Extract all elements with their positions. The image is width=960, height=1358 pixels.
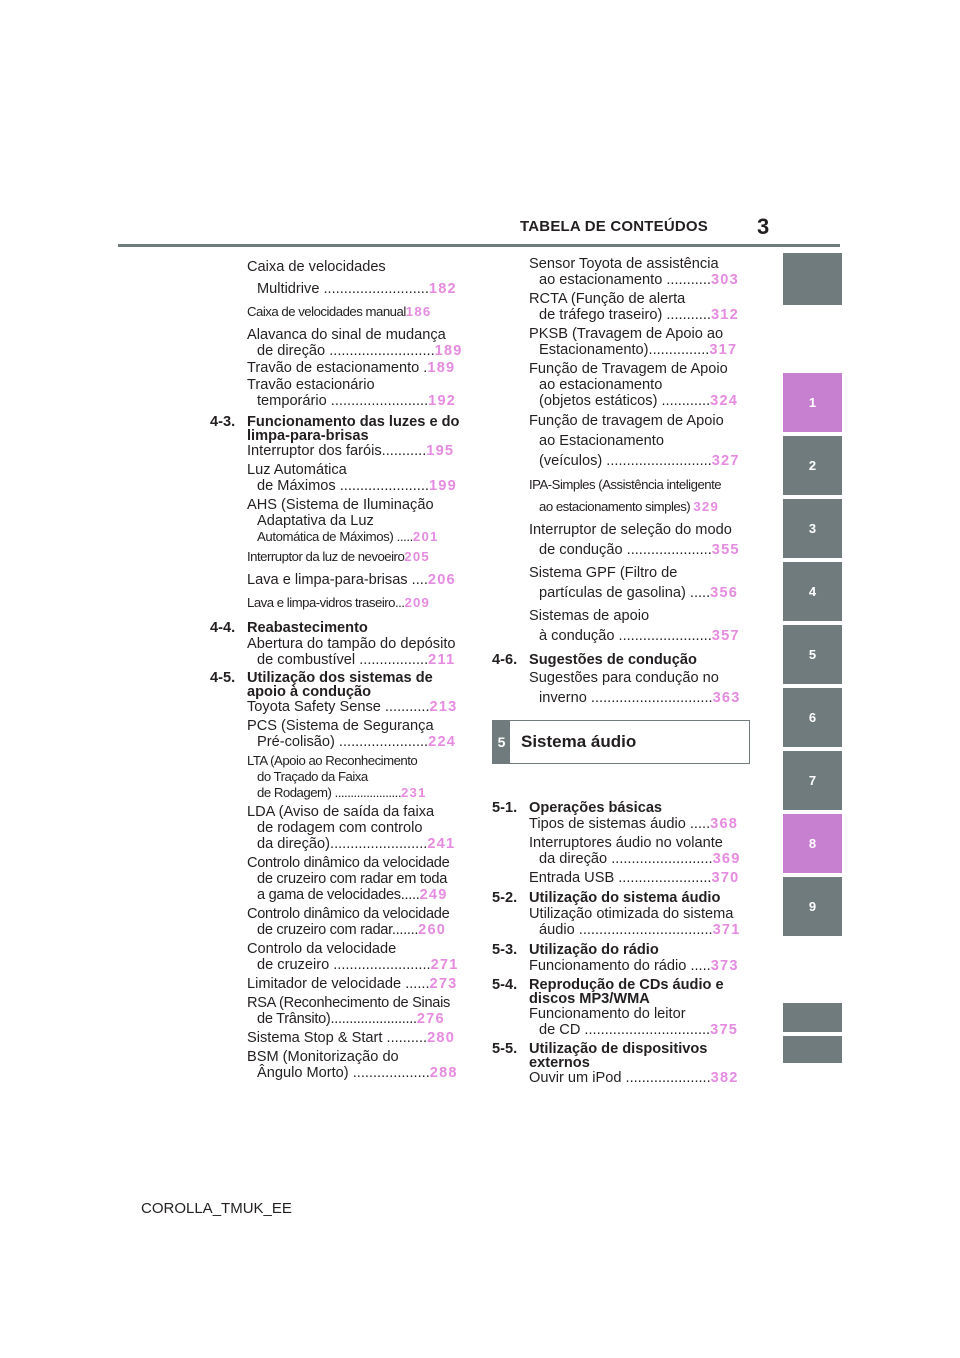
toc-entry[interactable]: Entrada USB .......................370 [529, 870, 740, 886]
footer-code: COROLLA_TMUK_EE [141, 1200, 292, 1217]
tab-2[interactable]: 2 [783, 436, 842, 495]
toc-entry[interactable]: Interruptores áudio no volante da direção .........................369 [529, 835, 741, 867]
section-heading: 5-1. Operações básicas [492, 800, 663, 816]
toc-entry[interactable]: Interruptor dos faróis...........195 [247, 443, 455, 459]
toc-entry[interactable]: Abertura do tampão do depósito de combustível .................211 [247, 636, 456, 668]
tab-8[interactable]: 8 [783, 814, 842, 873]
toc-entry[interactable]: LTA (Apoio ao Reconhecimento do Traçado da Faixa de Rodagem) .....................231 [247, 753, 427, 800]
toc-entry[interactable]: IPA-Simples (Assistência inteligente ao estacionamento simples) 329 [529, 477, 722, 514]
toc-entry[interactable]: Interruptor da luz de nevoeiro205 [247, 549, 430, 564]
header-title: TABELA DE CONTEÚDOS [520, 218, 708, 235]
toc-entry[interactable]: Controlo da velocidade de cruzeiro ........................271 [247, 941, 459, 973]
section-heading: 4-6. Sugestões de condução [492, 652, 697, 668]
toc-entry[interactable]: Sensor Toyota de assistência ao estacionamento ...........303 [529, 256, 739, 288]
toc-entry[interactable]: Lava e limpa-vidros traseiro...209 [247, 595, 431, 610]
toc-entry[interactable]: Luz Automática de Máximos ......................199 [247, 462, 457, 494]
chapter-heading-box[interactable] [492, 720, 750, 764]
section-heading: 5-5. Utilização de dispositivos externos [492, 1041, 708, 1071]
toc-entry[interactable]: PKSB (Travagem de Apoio ao Estacionamento)...............317 [529, 326, 738, 358]
tab-3[interactable]: 3 [783, 499, 842, 558]
toc-entry[interactable]: Controlo dinâmico da velocidade de cruzeiro com radar em toda a gama de velocidades.....249 [247, 855, 450, 903]
toc-entry[interactable]: Ouvir um iPod .....................382 [529, 1070, 739, 1086]
toc-left-column [210, 256, 466, 1082]
toc-entry[interactable]: Utilização otimizada do sistema áudio .................................371 [529, 906, 741, 938]
toc-entry[interactable]: Limitador de velocidade ......273 [247, 976, 458, 992]
tab-4[interactable]: 4 [783, 562, 842, 621]
chapter-number: 5 [493, 721, 510, 763]
toc-entry[interactable]: Interruptor de seleção do modo de condução .....................355 [529, 522, 740, 558]
section-heading: 5-3. Utilização do rádio [492, 942, 659, 958]
toc-entry[interactable]: LDA (Aviso de saída da faixa de rodagem com controlo da direção)........................241 [247, 804, 456, 852]
section-heading: 4-3. Funcionamento das luzes e do limpa-para-brisas [210, 414, 460, 444]
toc-entry[interactable]: Controlo dinâmico da velocidade de cruzeiro com radar.......260 [247, 906, 450, 938]
section-heading: 5-2. Utilização do sistema áudio [492, 890, 721, 906]
toc-entry[interactable]: RSA (Reconhecimento de Sinais de Trânsito).......................276 [247, 995, 451, 1027]
header-rule [118, 244, 840, 247]
toc-entry[interactable]: BSM (Monitorização do Ângulo Morto) ...................288 [247, 1049, 458, 1081]
toc-entry[interactable]: Função de travagem de Apoio ao Estacionamento (veículos) ..........................327 [529, 413, 740, 469]
chapter-title: Sistema áudio [521, 732, 637, 751]
section-heading: 4-4. Reabastecimento [210, 620, 368, 636]
toc-entry[interactable]: Toyota Safety Sense ...........213 [247, 699, 458, 715]
tab-blank-top[interactable] [783, 253, 842, 305]
toc-entry[interactable]: Funcionamento do rádio .....373 [529, 958, 739, 974]
page-number: 3 [757, 214, 770, 239]
toc-entry[interactable]: Alavanca do sinal de mudança de direção ..........................189 [247, 327, 463, 359]
tab-9[interactable]: 9 [783, 877, 842, 936]
toc-entry[interactable]: Caixa de velocidades manual186 [247, 304, 432, 319]
toc-entry[interactable]: Sistema GPF (Filtro de partículas de gasolina) .....356 [529, 565, 739, 601]
toc-entry[interactable]: Tipos de sistemas áudio .....368 [529, 816, 739, 832]
toc-right-column [492, 256, 750, 709]
tab-blank-bottom-2[interactable] [783, 1036, 842, 1063]
toc-entry[interactable]: PCS (Sistema de Segurança Pré-colisão) ......................224 [247, 718, 457, 750]
toc-entry[interactable]: Travão de estacionamento .189 [247, 360, 456, 376]
toc-entry[interactable]: RCTA (Função de alerta de tráfego traseiro) ...........312 [529, 291, 739, 323]
tab-6[interactable]: 6 [783, 688, 842, 747]
tab-1[interactable]: 1 [783, 373, 842, 432]
toc-entry[interactable]: Travão estacionário temporário ........................192 [247, 377, 457, 409]
section-heading: 4-5. Utilização dos sistemas de apoio à condução [210, 670, 433, 700]
toc-right-column-lower [492, 800, 750, 1087]
tab-blank-bottom-1[interactable] [783, 1003, 842, 1032]
toc-entry[interactable]: Sistemas de apoio à condução .......................357 [529, 608, 740, 644]
tab-7[interactable]: 7 [783, 751, 842, 810]
section-heading: 5-4. Reprodução de CDs áudio e discos MP3/WMA [492, 977, 724, 1007]
toc-entry[interactable]: Funcionamento do leitor de CD ...............................375 [529, 1006, 739, 1038]
toc-entry[interactable]: Lava e limpa-para-brisas ....206 [247, 572, 456, 588]
toc-entry[interactable]: AHS (Sistema de Iluminação Adaptativa da Luz Automática de Máximos) .....201 [247, 497, 439, 544]
tab-5[interactable]: 5 [783, 625, 842, 684]
toc-entry[interactable]: Função de Travagem de Apoio ao estacionamento (objetos estáticos) ............324 [529, 361, 739, 409]
toc-entry[interactable]: Sugestões para condução no inverno ..............................363 [529, 670, 741, 706]
toc-entry[interactable]: Caixa de velocidades Multidrive ..........................182 [247, 259, 457, 297]
toc-entry[interactable]: Sistema Stop & Start ..........280 [247, 1030, 456, 1046]
